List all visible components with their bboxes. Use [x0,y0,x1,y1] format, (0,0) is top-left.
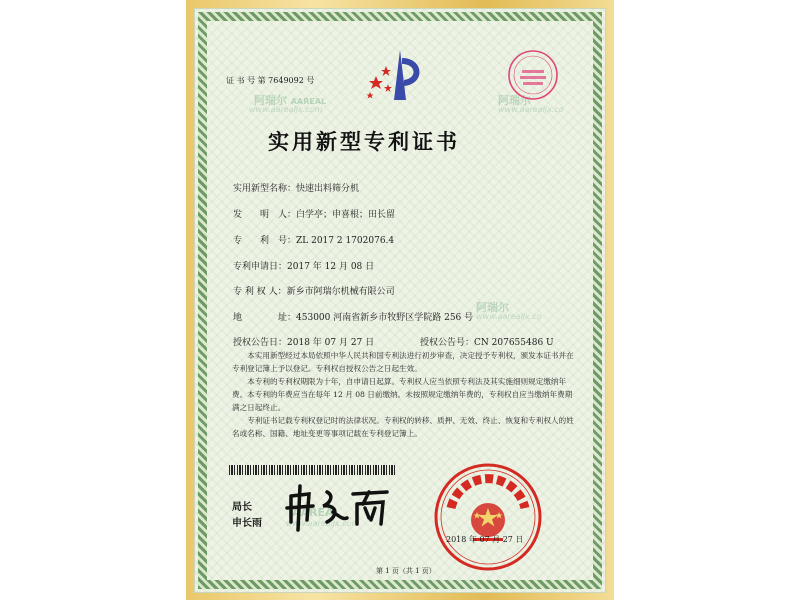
field-value: 白学亭；申喜根；田长留 [296,210,396,220]
field-value: ZL 2017 2 1702076.4 [296,236,395,246]
field-label: 地 址： [233,313,297,323]
field-label: 授权公告日： [233,338,288,348]
watermark-brand: 阿瑞尔 [498,94,531,107]
field-label: 专 利 号： [233,236,297,246]
director-signature-icon [283,482,393,536]
field-value: 453000 河南省新乡市牧野区学院路 256 号 [296,313,474,323]
field-patentee [233,284,395,297]
watermark-url: www.aarealjx.co [498,105,564,114]
watermark-url: www.aarealjx.com [286,519,360,528]
body-paragraph: 本实用新型经过本局依照中华人民共和国专利法进行初步审查，决定授予专利权，颁发本证书并在专利登记簿上予以登记。专利权自授权公告之日起生效。 [232,351,574,373]
field-label: 发 明 人： [233,210,297,220]
field-label: 专利申请日： [233,262,288,272]
seal-date: 2018 年 07 月 27 日 [446,535,524,544]
field-label: 授权公告号： [420,338,475,348]
watermark-url: www.aarealjx.co [476,312,542,321]
watermark-brand: 阿瑞尔 [476,301,509,314]
corner-stamp-icon [506,48,560,106]
national-ip-seal-icon [433,462,543,576]
field-grant-date [233,335,374,348]
director-name: 申长雨 [232,518,262,529]
certificate-number: 证 书 号 第 7649092 号 [226,76,315,85]
certificate-title: 实用新型专利证书 [268,129,460,154]
field-value: CN 207655486 U [474,338,554,348]
field-address [233,310,473,323]
field-value: 新乡市阿瑞尔机械有限公司 [286,287,395,297]
field-label: 实用新型名称： [233,184,297,194]
certificate-body [232,349,577,440]
barcode [229,465,397,475]
watermark-url: www.aarealjx.com [249,105,323,114]
field-value: 2018 年 07 月 27 日 [287,338,375,348]
field-utility-name [233,181,359,194]
director-title: 局长 [232,502,252,513]
field-label: 专 利 权 人： [233,287,287,297]
field-inventors [233,207,395,220]
watermark-brand: AAREAL [292,506,341,519]
body-paragraph: 专利证书记载专利权登记时的法律状况。专利权的转移、质押、无效、终止、恢复和专利权人的姓名或名称、国籍、地址变更等事项记载在专利登记簿上。 [232,416,574,438]
page-info: 第 1 页（共 1 页） [376,567,436,575]
field-value: 2017 年 12 月 08 日 [287,262,375,272]
field-application-date [233,259,374,272]
field-value: 快速出料筛分机 [296,184,360,194]
watermark-brand: 阿瑞尔 AAREAL [254,94,327,107]
cnipa-logo-icon [362,48,432,107]
field-patent-number [233,233,394,246]
field-grant-number [420,335,554,348]
body-paragraph: 本专利的专利权期限为十年，自申请日起算。专利权人应当依照专利法及其实施细则规定缴纳年费。本专利的年费应当在每年 12 月 08 日前缴纳。未按照规定缴纳年费的，专利权自应当缴纳年费期满之日起终止。 [232,377,573,412]
